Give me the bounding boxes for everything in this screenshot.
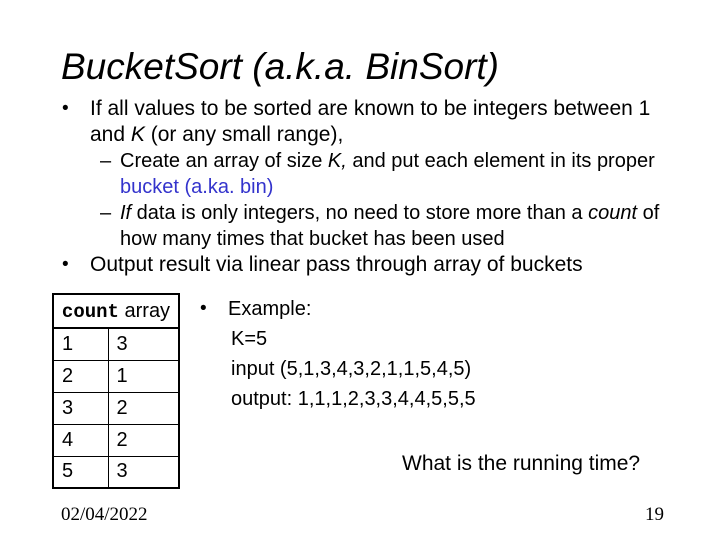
bucket-index-cell: 3 [53, 392, 108, 424]
table-header-row [53, 294, 179, 328]
text-segment: data is only integers, no need to store more than a [131, 202, 589, 224]
example-input-line: input (5,1,3,4,3,2,1,1,5,4,5) [231, 358, 472, 380]
bullet-icon: • [62, 254, 69, 275]
table-row [53, 328, 179, 360]
count-array-table [52, 293, 180, 489]
text-line [120, 174, 677, 200]
table-row [53, 392, 179, 424]
example-label: Example: [228, 298, 312, 320]
dash-icon: – [100, 202, 112, 224]
bucket-index-cell: 4 [53, 424, 108, 456]
bullet-text [90, 252, 677, 278]
bucket-count-cell: 3 [108, 328, 179, 360]
bullet-icon: • [200, 298, 207, 319]
table-row [53, 360, 179, 392]
bullet-text [120, 148, 677, 200]
text-segment-blue: bucket (a.ka. bin) [120, 176, 274, 198]
bucket-index-cell: 1 [53, 328, 108, 360]
footer-date: 02/04/2022 [61, 504, 148, 525]
bucket-index-cell: 2 [53, 360, 108, 392]
count-label-mono: count [61, 300, 119, 323]
bullet-list [62, 96, 677, 278]
bullet-item-integers [62, 96, 677, 148]
text-segment: and [90, 123, 131, 146]
bullet-icon: • [62, 98, 69, 119]
bullet-text [120, 200, 677, 252]
text-segment-italic: If [120, 202, 132, 224]
bucket-count-cell: 3 [108, 456, 179, 488]
dash-icon: – [100, 150, 112, 172]
text-segment: If all values to be sorted are known to be integers between 1 [90, 97, 651, 120]
bullet-text [90, 96, 677, 148]
example-k-line: K=5 [231, 328, 268, 350]
bucket-count-cell: 2 [108, 424, 179, 456]
bucket-index-cell: 5 [53, 456, 108, 488]
bucket-count-cell: 1 [108, 360, 179, 392]
array-label: array [118, 299, 171, 322]
text-segment-italic: count [588, 202, 638, 224]
example-output-line: output: 1,1,1,2,3,3,4,4,5,5,5 [231, 388, 476, 410]
table-row [53, 456, 179, 488]
bullet-item-output [62, 252, 677, 278]
text-segment-italic: K, [327, 150, 347, 172]
text-line [120, 226, 677, 252]
text-segment: of [637, 202, 660, 224]
text-line [120, 148, 677, 174]
text-line [120, 200, 677, 226]
footer-page-number: 19 [645, 504, 664, 525]
running-time-question: What is the running time? [402, 452, 641, 475]
text-segment: and put each element in its proper [346, 150, 655, 172]
slide-title: BucketSort (a.k.a. BinSort) [61, 46, 500, 87]
text-segment: Create an array of size [120, 150, 328, 172]
text-line [90, 96, 677, 122]
table-row [53, 424, 179, 456]
text-line [90, 252, 677, 278]
text-segment: (or any small range), [144, 123, 344, 146]
example-section [200, 294, 476, 414]
sub-bullet-item-count [100, 200, 677, 252]
text-segment: Output result via linear pass through array of buckets [90, 253, 583, 276]
example-bullet-item [200, 294, 476, 324]
text-segment: how many times that bucket has been used [120, 228, 505, 250]
text-line [90, 122, 677, 148]
bucket-count-cell: 2 [108, 392, 179, 424]
sub-bullet-item-create-array [100, 148, 677, 200]
text-segment-italic: K [130, 123, 145, 146]
table-header-cell [53, 294, 179, 328]
